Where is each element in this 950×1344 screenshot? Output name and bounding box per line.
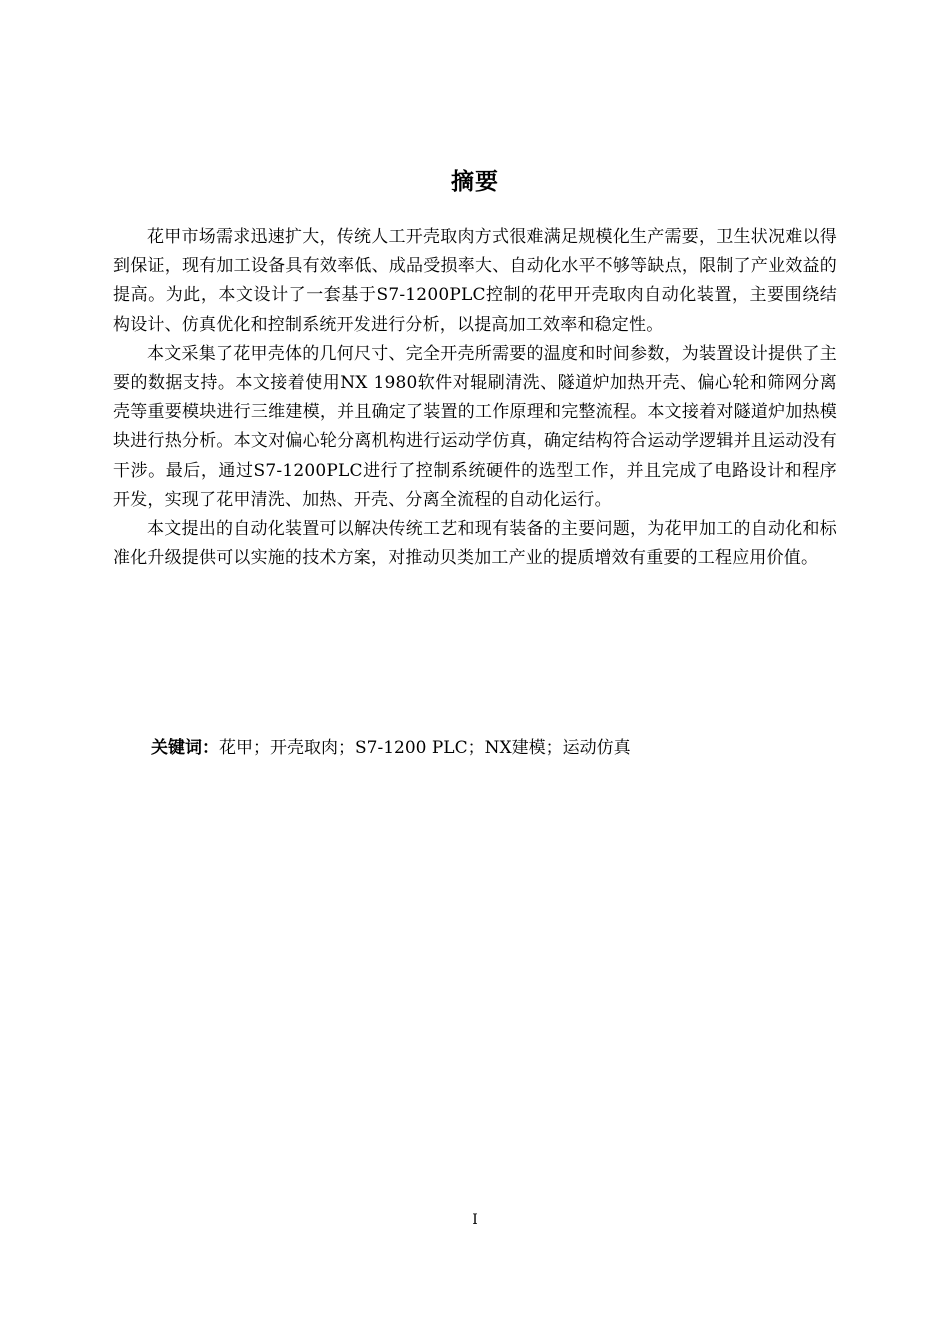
page-number: I	[472, 1212, 478, 1228]
abstract-paragraph-3: 本文提出的自动化装置可以解决传统工艺和现有装备的主要问题，为花甲加工的自动化和标准化升级提供可以实施的技术方案，对推动贝类加工产业的提质增效有重要的工程应用价值。	[113, 519, 837, 569]
keywords-label: 关键词：	[151, 738, 219, 758]
abstract-paragraph-2: 本文采集了花甲壳体的几何尺寸、完全开壳所需要的温度和时间参数，为装置设计提供了主要的数据支持。本文接着使用NX 1980软件对辊刷清洗、隧道炉加热开壳、偏心轮和筛网分离壳等重要模块进行三维建模，并且确定了装置的工作原理和完整流程。本文接着对隧道炉加热模块进行热分析。本文对偏心轮分离机构进行运动学仿真，确定结构符合运动学逻辑并且运动没有干涉。最后，通过S7-1200PLC进行了控制系统硬件的选型工作，并且完成了电路设计和程序开发，实现了花甲清洗、加热、开壳、分离全流程的自动化运行。	[113, 343, 837, 510]
abstract-title: 摘要	[451, 169, 499, 195]
keywords-text: 花甲；开壳取肉；S7-1200 PLC；NX建模；运动仿真	[219, 738, 631, 758]
abstract-body	[113, 223, 837, 573]
abstract-paragraph-1: 花甲市场需求迅速扩大，传统人工开壳取肉方式很难满足规模化生产需要，卫生状况难以得到保证，现有加工设备具有效率低、成品受损率大、自动化水平不够等缺点，限制了产业效益的提高。为此，本文设计了一套基于S7-1200PLC控制的花甲开壳取肉自动化装置，主要围绕结构设计、仿真优化和控制系统开发进行分析，以提高加工效率和稳定性。	[113, 227, 837, 335]
keywords-line	[151, 734, 841, 763]
